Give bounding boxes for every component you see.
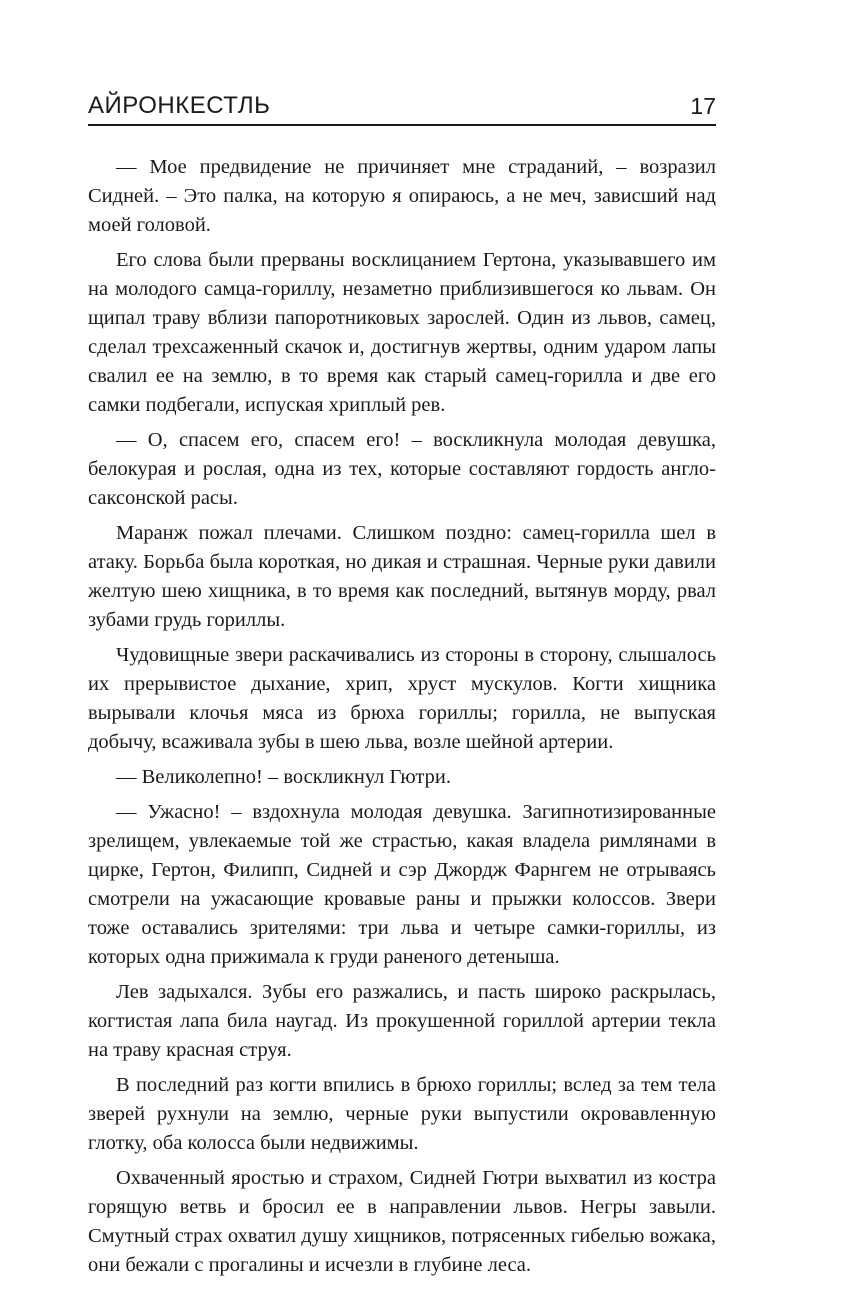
paragraph: — Великолепно! – воскликнул Гютри. — [116, 766, 451, 788]
paragraph: — О, спасем его, спасем его! – воскликнула молодая девушка, белокурая и рослая, одна из тех, которые составляют гордость англо-саксонской расы. — [88, 429, 716, 509]
paragraph: Чудовищные звери раскачивались из стороны в сторону, слышалось их прерывистое дыхание, хрип, хруст мускулов. Когти хищника вырывали клочья мяса из брюха гориллы; горилла, не выпуская добычу, всаживала зубы в шею льва, возле шейной артерии. — [88, 644, 716, 753]
paragraph: В последний раз когти впились в брюхо гориллы; вслед за тем тела зверей рухнули на землю, черные руки выпустили окровавленную глотку, оба колосса были недвижимы. — [88, 1074, 716, 1154]
running-head — [88, 90, 716, 126]
paragraph: Лев задыхался. Зубы его разжались, и пасть широко раскрылась, когтистая лапа била наугад. Из прокушенной гориллой артерии текла на траву красная струя. — [88, 981, 716, 1061]
page-number: 17 — [690, 93, 716, 119]
running-title: АЙРОНКЕСТЛЬ — [88, 92, 271, 119]
paragraph: Охваченный яростью и страхом, Сидней Гютри выхватил из костра горящую ветвь и бросил ее в направлении львов. Негры завыли. Смутный страх охватил душу хищников, потрясенных гибелью вожака, они бежали с прогалины и исчезли в глубине леса. — [88, 1167, 716, 1276]
paragraph: Его слова были прерваны восклицанием Гертона, указывавшего им на молодого самца-гориллу, незаметно приблизившегося ко львам. Он щипал траву вблизи папоротниковых зарослей. Один из львов, самец, сделал трехсаженный скачок и, достигнув жертвы, одним ударом лапы свалил ее на землю, в то время как старый самец-горилла и две его самки подбегали, испуская хриплый рев. — [88, 249, 716, 416]
paragraph: Маранж пожал плечами. Слишком поздно: самец-горилла шел в атаку. Борьба была короткая, но дикая и страшная. Черные руки давили желтую шею хищника, в то время как последний, вытянув морду, рвал зубами грудь гориллы. — [88, 522, 716, 631]
paragraph: — Мое предвидение не причиняет мне страданий, – возразил Сидней. – Это палка, на которую я опираюсь, а не меч, зависший над моей головой. — [88, 156, 716, 236]
paragraph: — Ужасно! – вздохнула молодая девушка. Загипнотизированные зрелищем, увлекаемые той же страстью, какая владела римлянами в цирке, Гертон, Филипп, Сидней и сэр Джордж Фарнгем не отрываясь смотрели на ужасающие кровавые раны и прыжки колоссов. Звери тоже оставались зрителями: три льва и четыре самки-гориллы, из которых одна прижимала к груди раненого детеныша. — [88, 801, 716, 968]
body-text — [88, 153, 716, 1280]
